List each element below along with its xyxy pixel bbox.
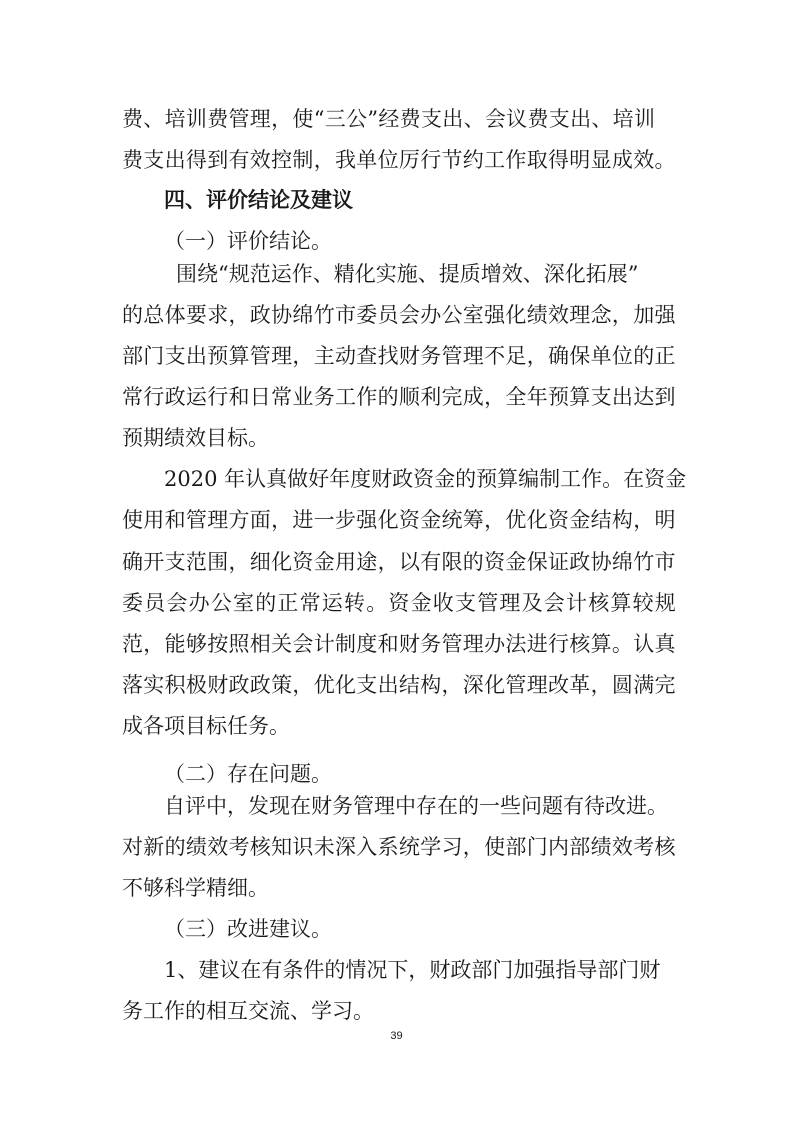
subsection-heading: （一）评价结论。: [164, 229, 332, 253]
body-text-line: 委员会办公室的正常运转。资金收支管理及会计核算较规: [122, 591, 677, 615]
body-text-line: 务工作的相互交流、学习。: [122, 999, 374, 1023]
body-text-line: 围绕“规范运作、精化实施、提质增效、深化拓展”: [176, 262, 639, 286]
body-text-line: 确开支范围，细化资金用途，以有限的资金保证政协绵竹市: [122, 550, 676, 574]
section-heading: 四、评价结论及建议: [164, 188, 353, 212]
body-text-line: 不够科学精细。: [122, 876, 269, 900]
subsection-heading: （二）存在问题。: [164, 762, 332, 786]
body-text-line: 对新的绩效考核知识未深入系统学习，使部门内部绩效考核: [122, 835, 676, 859]
body-text-line: 2020 年认真做好年度财政资金的预算编制工作。在资金: [164, 467, 687, 491]
body-text-line: 费、培训费管理，使“三公”经费支出、会议费支出、培训: [122, 107, 656, 131]
body-text-line: 费支出得到有效控制，我单位厉行节约工作取得明显成效。: [122, 148, 676, 172]
body-text-line: 部门支出预算管理，主动查找财务管理不足，确保单位的正: [122, 344, 676, 368]
page-number: 39: [390, 1030, 403, 1042]
body-text-line: 预期绩效目标。: [122, 426, 269, 450]
subsection-heading: （三）改进建议。: [164, 917, 332, 941]
body-text-line: 成各项目标任务。: [122, 714, 290, 738]
body-text-line: 范，能够按照相关会计制度和财务管理办法进行核算。认真: [122, 632, 676, 656]
body-text-line: 常行政运行和日常业务工作的顺利完成，全年预算支出达到: [122, 385, 676, 409]
body-text-line: 落实积极财政政策，优化支出结构，深化管理改革，圆满完: [122, 673, 676, 697]
body-text-line: 的总体要求，政协绵竹市委员会办公室强化绩效理念，加强: [122, 303, 676, 327]
body-text-line: 使用和管理方面，进一步强化资金统筹，优化资金结构，明: [122, 508, 676, 532]
body-text-line: 自评中，发现在财务管理中存在的一些问题有待改进。: [164, 794, 668, 818]
body-text-line: 1、建议在有条件的情况下，财政部门加强指导部门财: [164, 958, 661, 982]
